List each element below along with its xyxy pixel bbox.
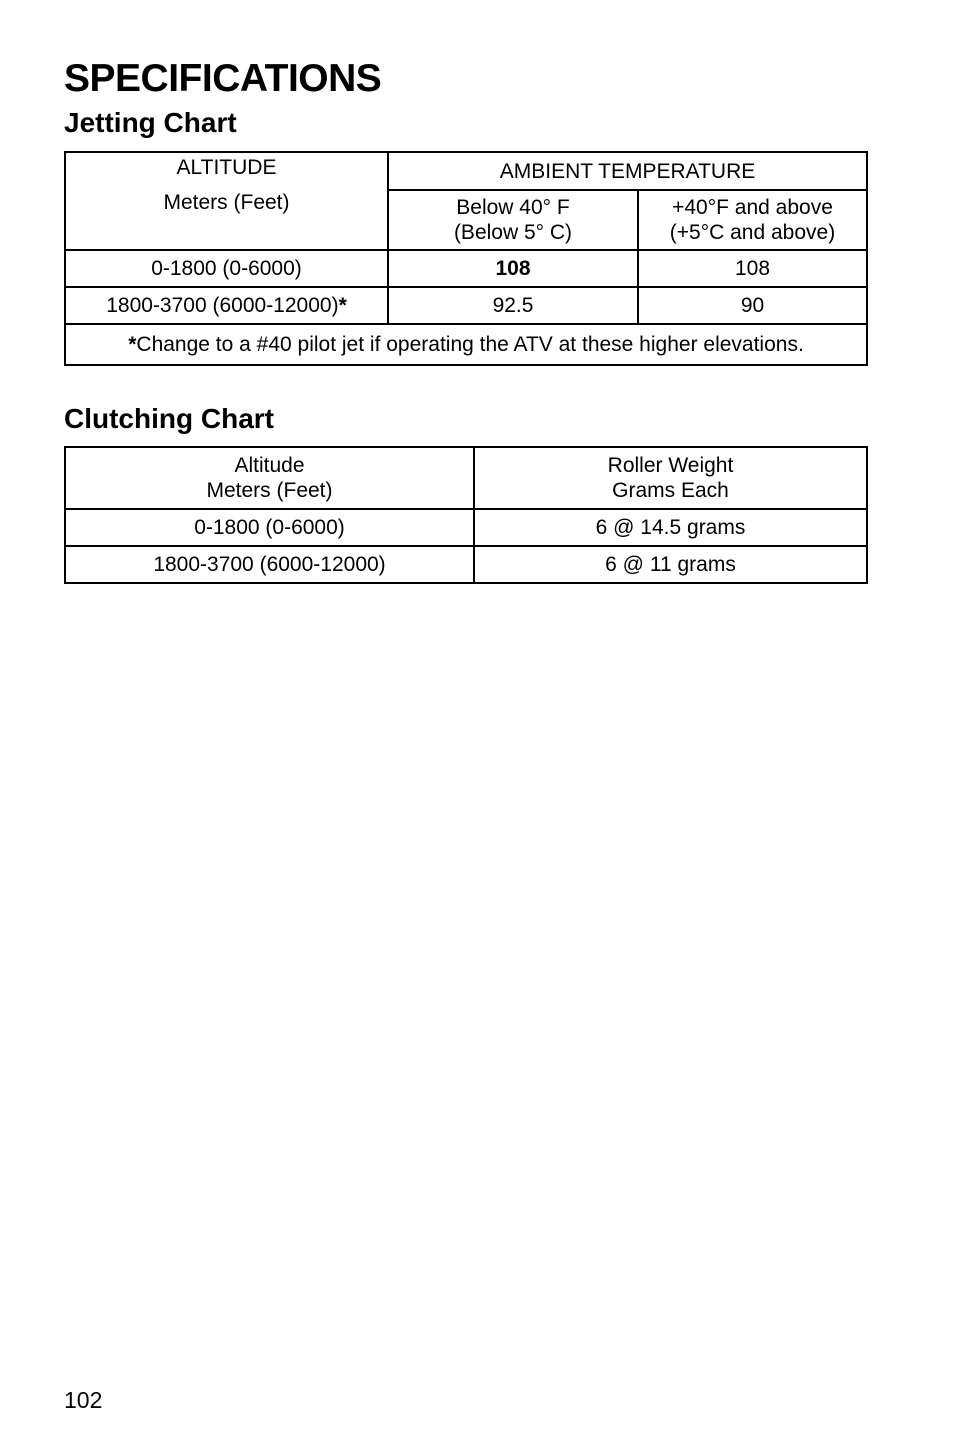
- jet-below-40f-cell: 108: [388, 250, 638, 287]
- altitude-cell: 0-1800 (0-6000): [65, 509, 474, 546]
- jet-above-40f-cell: 108: [638, 250, 867, 287]
- page-number: 102: [64, 1387, 103, 1413]
- altitude-header: ALTITUDE: [176, 156, 277, 179]
- page-title: SPECIFICATIONS: [64, 57, 382, 100]
- clutching-chart-table: [64, 446, 868, 584]
- table-row: [65, 509, 867, 546]
- table-row: [65, 447, 867, 509]
- roller-weight-header-cell: Roller Weight Grams Each: [474, 447, 867, 509]
- roller-weight-cell: 6 @ 11 grams: [474, 546, 867, 583]
- footnote-cell: *Change to a #40 pilot jet if operating the ATV at these higher elevations.: [65, 324, 867, 365]
- jet-above-40f-cell: 90: [638, 287, 867, 324]
- table-row: [65, 546, 867, 583]
- altitude-cell: 1800-3700 (6000-12000)*: [65, 287, 388, 324]
- footnote-text: Change to a #40 pilot jet if operating the ATV at these higher elevations.: [136, 333, 804, 356]
- altitude-header-cell: Altitude Meters (Feet): [65, 447, 474, 509]
- jetting-chart-title: Jetting Chart: [64, 107, 237, 138]
- above-40f-header: +40°F and above (+5°C and above): [638, 190, 867, 250]
- altitude-cell: 1800-3700 (6000-12000): [65, 546, 474, 583]
- ambient-temperature-header: AMBIENT TEMPERATURE: [388, 152, 867, 190]
- clutching-chart-title: Clutching Chart: [64, 403, 274, 434]
- table-row: [65, 250, 867, 287]
- roller-weight-cell: 6 @ 14.5 grams: [474, 509, 867, 546]
- altitude-header-cell: [65, 152, 388, 250]
- below-40f-header: Below 40° F (Below 5° C): [388, 190, 638, 250]
- jetting-chart-table: [64, 151, 868, 366]
- table-row: [65, 152, 867, 190]
- table-row: [65, 324, 867, 365]
- altitude-cell: 0-1800 (0-6000): [65, 250, 388, 287]
- jet-below-40f-cell: 92.5: [388, 287, 638, 324]
- table-row: [65, 287, 867, 324]
- altitude-units: Meters (Feet): [163, 191, 290, 214]
